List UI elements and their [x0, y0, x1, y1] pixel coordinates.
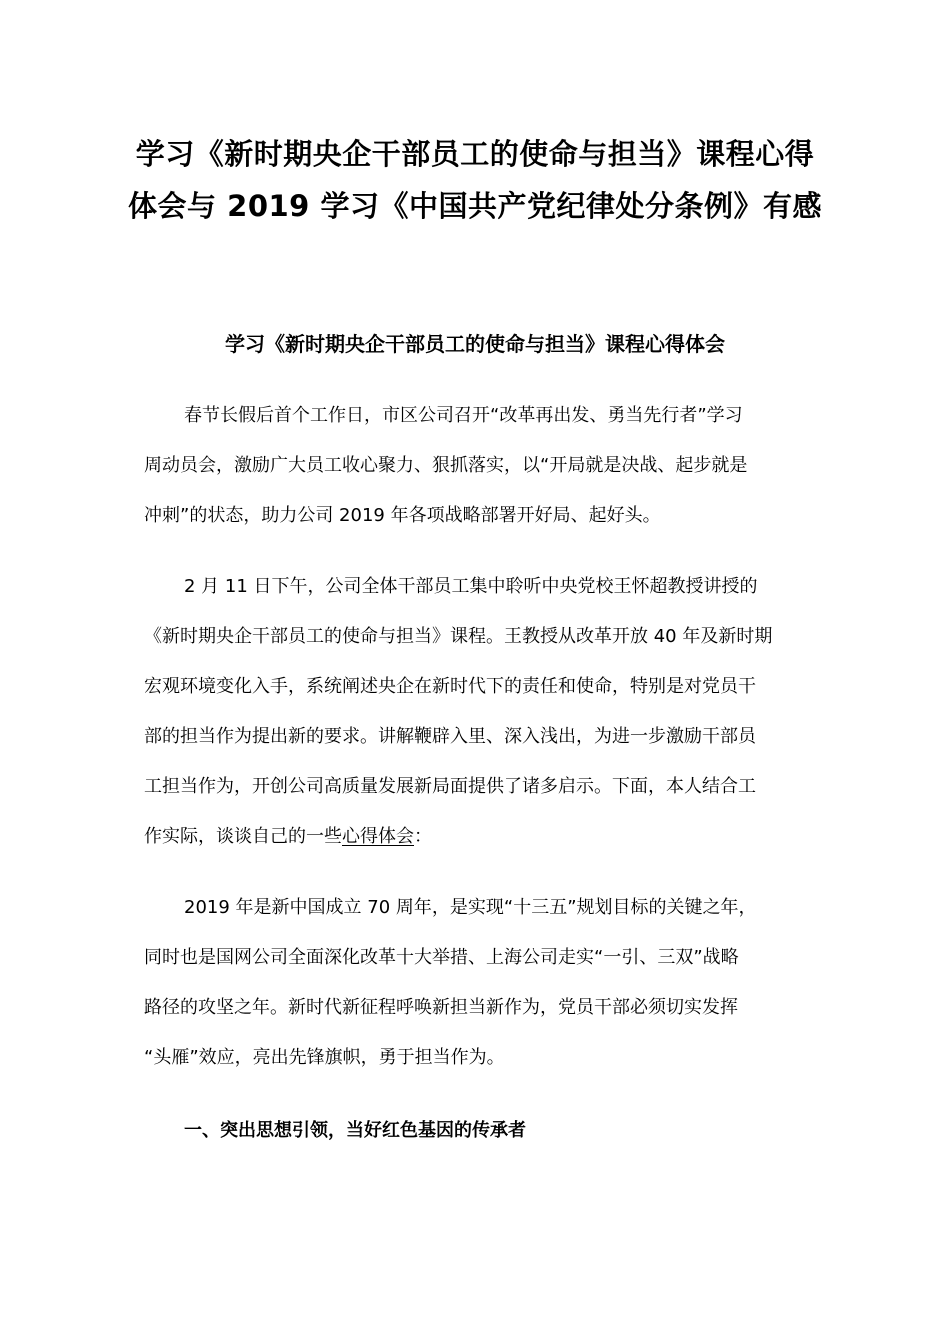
underlined-phrase: 心得体会	[342, 826, 414, 847]
paragraph-2-line-1: 2 月 11 日下午，公司全体干部员工集中聆听中央党校王怀超教授讲授的	[184, 576, 758, 597]
section-title: 学习《新时期央企干部员工的使命与担当》课程心得体会	[225, 332, 725, 356]
paragraph-3-line-2: 同时也是国网公司全面深化改革十大举措、上海公司走实“一引、三双”战略	[144, 947, 739, 968]
paragraph-2-line-6-prefix: 作实际，谈谈自己的一些	[144, 826, 342, 847]
section-heading-1: 一、突出思想引领，当好红色基因的传承者	[184, 1120, 526, 1141]
paragraph-2-line-2: 《新时期央企干部员工的使命与担当》课程。王教授从改革开放 40 年及新时期	[144, 626, 773, 647]
paragraph-1-line-3: 冲刺”的状态，助力公司 2019 年各项战略部署开好局、起好头。	[144, 505, 661, 526]
paragraph-2-line-6-suffix: ：	[414, 826, 432, 847]
paragraph-2-line-5: 工担当作为，开创公司高质量发展新局面提供了诸多启示。下面，本人结合工	[144, 776, 756, 797]
document-title-line-1: 学习《新时期央企干部员工的使命与担当》课程心得	[135, 137, 815, 171]
paragraph-1-line-1: 春节长假后首个工作日，市区公司召开“改革再出发、勇当先行者”学习	[184, 405, 743, 426]
paragraph-2-line-4: 部的担当作为提出新的要求。讲解鞭辟入里、深入浅出，为进一步激励干部员	[144, 726, 756, 747]
paragraph-3-line-1: 2019 年是新中国成立 70 周年，是实现“十三五”规划目标的关键之年，	[184, 897, 757, 918]
paragraph-2-line-6	[144, 822, 432, 852]
paragraph-2-line-3: 宏观环境变化入手，系统阐述央企在新时代下的责任和使命，特别是对党员干	[144, 676, 756, 697]
paragraph-1-line-2: 周动员会，激励广大员工收心聚力、狠抓落实，以“开局就是决战、起步就是	[144, 455, 748, 476]
paragraph-3-line-4: “头雁”效应，亮出先锋旗帜，勇于担当作为。	[144, 1047, 505, 1068]
document-title-line-2: 体会与 2019 学习《中国共产党纪律处分条例》有感	[128, 189, 822, 223]
paragraph-3-line-3: 路径的攻坚之年。新时代新征程呼唤新担当新作为，党员干部必须切实发挥	[144, 997, 738, 1018]
